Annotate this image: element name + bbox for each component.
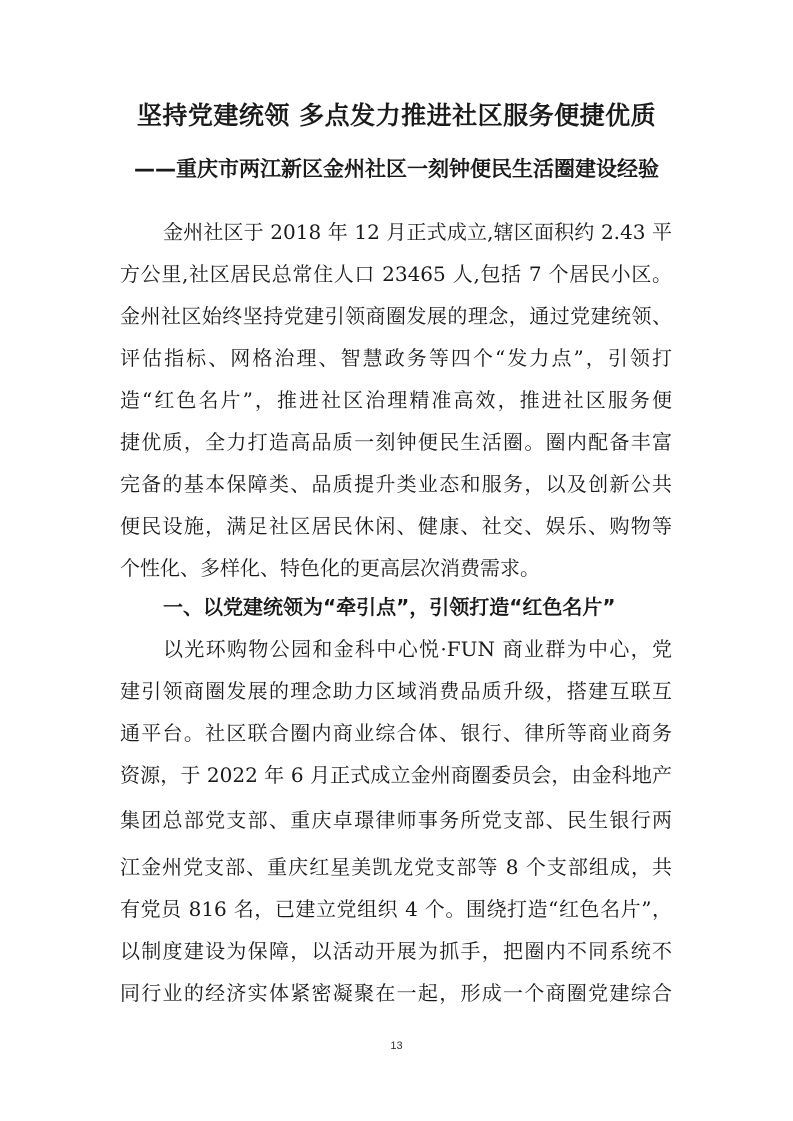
paragraph-line: 通平台。社区联合圈内商业综合体、银行、律所等商业商务: [120, 721, 672, 745]
document-title: 坚持党建统领 多点发力推进社区服务便捷优质: [136, 101, 657, 130]
paragraph-line: 金州社区始终坚持党建引领商圈发展的理念，通过党建统领、: [120, 304, 672, 328]
section-heading: 一、以党建统领为“牵引点”，引领打造“红色名片”: [163, 595, 616, 619]
paragraph-line: 资源，于 2022 年 6 月正式成立金州商圈委员会，由金科地产: [120, 763, 672, 787]
document-subtitle: ——重庆市两江新区金州社区一刻钟便民生活圈建设经验: [134, 157, 659, 181]
paragraph-line: 造“红色名片”，推进社区治理精准高效，推进社区服务便: [120, 388, 672, 412]
paragraph-line: 以光环购物公园和金科中心悦·FUN 商业群为中心，党: [163, 637, 672, 661]
paragraph-line: 江金州党支部、重庆红星美凯龙党支部等 8 个支部组成，共: [120, 855, 672, 879]
paragraph-line: 评估指标、网格治理、智慧政务等四个“发力点”，引领打: [120, 346, 672, 370]
paragraph-line: 方公里,社区居民总常住人口 23465 人,包括 7 个居民小区。: [120, 262, 672, 286]
paragraph-line: 建引领商圈发展的理念助力区域消费品质升级，搭建互联互: [120, 679, 672, 703]
paragraph-line: 有党员 816 名，已建立党组织 4 个。围绕打造“红色名片”，: [120, 897, 672, 921]
paragraph-line: 以制度建设为保障，以活动开展为抓手，把圈内不同系统不: [120, 939, 672, 963]
paragraph-line: 集团总部党支部、重庆卓璟律师事务所党支部、民生银行两: [120, 808, 672, 832]
paragraph-line: 捷优质，全力打造高品质一刻钟便民生活圈。圈内配备丰富: [120, 430, 672, 454]
page-number: 13: [390, 1040, 403, 1052]
paragraph-line: 个性化、多样化、特色化的更高层次消费需求。: [120, 556, 540, 580]
paragraph-line: 金州社区于 2018 年 12 月正式成立,辖区面积约 2.43 平: [163, 220, 672, 244]
paragraph-line: 便民设施，满足社区居民休闲、健康、社交、娱乐、购物等: [120, 514, 672, 538]
paragraph-line: 完备的基本保障类、品质提升类业态和服务，以及创新公共: [120, 472, 672, 496]
paragraph-line: 同行业的经济实体紧密凝聚在一起，形成一个商圈党建综合: [120, 981, 672, 1005]
